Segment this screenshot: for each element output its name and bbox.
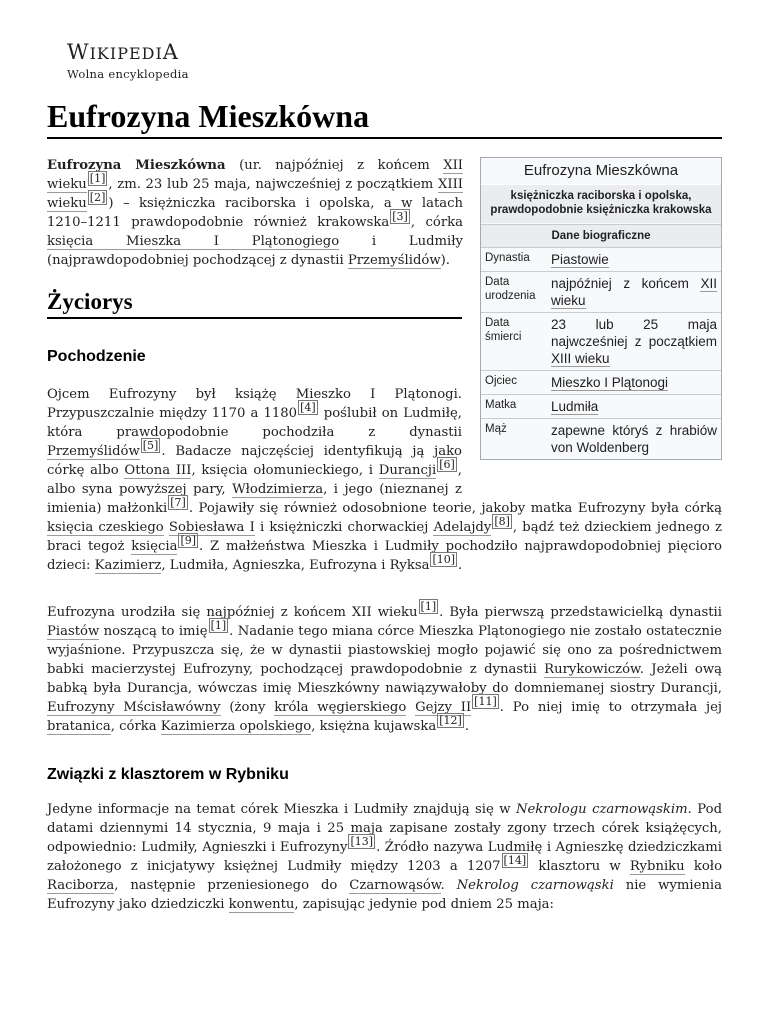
infobox-key: Mąż (481, 419, 547, 460)
link-matka[interactable]: Ludmiła (551, 399, 599, 414)
link-ojciec[interactable]: Mieszko I Plątonogi (551, 375, 669, 390)
link-kazimierz-opolski[interactable]: Kazimierza opolskiego (160, 719, 312, 734)
link-bratanica[interactable]: bratanica (47, 719, 111, 734)
logo-wordmark: WIKIPEDIA (67, 40, 179, 64)
link-eufrozyna-msciclawowna[interactable]: Eufrozyny Mścisławówny (47, 700, 221, 715)
link-mieszko[interactable]: księcia Mieszka I Plątonogiego (47, 234, 340, 249)
logo-tagline: Wolna encyklopedia (67, 67, 189, 81)
ref-3[interactable]: [3] (392, 210, 408, 223)
link-kazimierz[interactable]: Kazimierz (94, 558, 162, 573)
link-sobieslaw[interactable]: Sobiesława I (168, 520, 255, 535)
infobox-title: Eufrozyna Mieszkówna (481, 158, 721, 185)
link-przemyslidow[interactable]: Przemyślidów (347, 253, 441, 268)
link-wlodzimierz[interactable]: Włodzimierza (232, 482, 324, 497)
ref-6[interactable]: [6] (439, 458, 455, 471)
ref-14[interactable]: [14] (503, 854, 527, 867)
ref-1[interactable]: [1] (210, 619, 227, 632)
ref-8[interactable]: [8] (494, 515, 510, 528)
link-xiii-wieku[interactable]: XIII wieku (551, 351, 610, 366)
paragraph-pochodzenie: Ojcem Eufrozyny był książę Mieszko I Plątonogi. Przypuszczalnie między 1170 a 1180 [4] poślubił on Ludmiłę, która prawdopodobnie pochodziła z dynastii Przemyślidów [5] . Badacze najczęściej identyfikują ją jako córkę albo Ottona III, księcia ołomunieckiego, i Durancji [6] , albo syna powyższej pary, Włodzimierza, i jego (nieznanej z imienia) małżonki [7] . Pojawiły się również odosobnione teorie, jakoby matka Eufrozyny była córką księcia czeskiego Sobiesława I i księżniczki chorwackiej Adelajdy [8] , bądź też dzieckiem jednego z braci tegoż księcia [9] . Z małżeństwa Mieszka i Ludmiły pochodziło najprawdopodobniej pięcioro dzieci: Kazimierz, Ludmiła, Agnieszka, Eufrozyna i Ryksa [10] . (47, 387, 722, 573)
subsection-heading-pochodzenie: Pochodzenie (47, 348, 146, 365)
link-przemyslidow[interactable]: Przemyślidów (47, 444, 140, 459)
infobox-key: Data śmierci (481, 313, 547, 371)
page-title: Eufrozyna Mieszkówna (47, 98, 370, 134)
link-xiii-wieku[interactable]: XIII wieku (47, 177, 463, 211)
paragraph-imie: Eufrozyna urodziła się najpóźniej z końcem XII wieku [1] . Była pierwszą przedstawicielką dynastii Piastów noszącą to imię [1] . Nadanie tego miana córce Mieszka Plątonogiego nie zostało ostatecznie wyjaśnione. Przypuszcza się, że w dynastii piastowskiej mogło pojawić się ono za pośrednictwem babki macierzystej Eufrozyny, pochodzącej prawdopodobnie z dynastii Rurykowiczów. Jeżeli ową babką była Durancja, wówczas imię Mieszkówny nawiązywałoby do domniemanej siostry Durancji, Eufrozyny Mścisławówny (żony króla węgierskiego Gejzy II [11] . Po niej imię to otrzymała jej bratanica, córka Kazimierza opolskiego, księżna kujawska [12] . (47, 600, 723, 734)
intro-paragraph: Eufrozyna Mieszkówna (ur. najpóźniej z końcem XII wieku [1] , zm. 23 lub 25 maja, najwcześniej z początkiem XIII wieku [2] ) – księżniczka raciborska i opolska, a w latach 1210–1211 prawdopodobnie również krakowska [3] , córka księcia Mieszka I Plątonogiego i Ludmiły (najprawdopodobniej pochodzącej z dynastii Przemyślidów). (47, 158, 464, 268)
ref-4[interactable]: [4] (300, 401, 316, 414)
ref-11[interactable]: [11] (474, 695, 497, 708)
link-ksiecia[interactable]: księcia (131, 539, 178, 554)
infobox-key: Data urodzenia (481, 272, 547, 313)
link-konwent[interactable]: konwentu (228, 897, 295, 912)
link-piastowie[interactable]: Piastowie (551, 252, 609, 267)
link-otto[interactable]: Ottona III (124, 463, 192, 478)
link-ksiecia-czeskiego[interactable]: księcia czeskiego (47, 520, 164, 535)
link-raciborz[interactable]: Raciborza (47, 878, 115, 893)
subsection-heading-zwiazki: Związki z klasztorem w Rybniku (47, 766, 289, 783)
infobox-row: Data śmierci 23 lub 25 maja najwcześniej z początkiem XIII wieku (481, 313, 721, 371)
infobox-section-header: Dane biograficzne (481, 224, 721, 247)
ref-2[interactable]: [2] (89, 191, 106, 204)
infobox-subtitle: księżniczka raciborska i opolska, prawdopodobnie księżniczka krakowska (481, 185, 721, 223)
ref-1[interactable]: [1] (420, 600, 437, 613)
infobox-key: Matka (481, 395, 547, 419)
paragraph-zwiazki: Jedyne informacje na temat córek Mieszka i Ludmiły znajdują się w Nekrologu czarnowąskim. Pod datami dziennymi 14 stycznia, 9 maja i 25 maja zapisane zostały zgony trzech córek książęcych, odpowiednio: Ludmiły, Agnieszki i Eufrozyny [13] . Źródło nazywa Ludmiłę i Agnieszkę dziedziczkami założonego z inicjatywy księżnej Ludmiły między 1203 a 1207 [14] klasztoru w Rybniku koło Raciborza, następnie przeniesionego do Czarnowąsów. Nekrolog czarnowąski nie wymienia Eufrozyny jako dziedziczki konwentu, zapisując jedynie pod dniem 25 maja: (47, 802, 723, 912)
ref-9[interactable]: [9] (180, 534, 197, 547)
infobox-value: zapewne któryś z hrabiów von Woldenberg (547, 419, 721, 460)
infobox-row: Data urodzenia najpóźniej z końcem XII wieku (481, 272, 721, 313)
title-divider (47, 137, 722, 139)
infobox-key: Ojciec (481, 371, 547, 395)
ref-5[interactable]: [5] (142, 439, 159, 452)
link-xii-wieku[interactable]: XII wieku (47, 158, 464, 192)
ref-13[interactable]: [13] (350, 835, 374, 848)
section-divider (47, 317, 462, 319)
link-durancja[interactable]: Durancji (378, 463, 437, 478)
ref-1[interactable]: [1] (89, 172, 106, 185)
infobox-key: Dynastia (481, 248, 547, 272)
ref-7[interactable]: [7] (170, 496, 186, 509)
wikipedia-logo[interactable] (67, 40, 189, 81)
link-rurykowiczow[interactable]: Rurykowiczów (544, 662, 640, 677)
link-krola-wegierskiego[interactable]: króla węgierskiego (274, 700, 407, 715)
ref-12[interactable]: [12] (439, 714, 462, 727)
infobox-row (481, 248, 721, 272)
link-piastow[interactable]: Piastów (47, 624, 100, 639)
link-gejza[interactable]: Gejzy II (415, 700, 472, 715)
link-rybnik[interactable]: Rybniku (629, 859, 685, 874)
section-heading-zyciorys: Życiorys (47, 289, 133, 314)
link-czarnowasy[interactable]: Czarnowąsów (349, 878, 441, 893)
link-adelajda[interactable]: Adelajdy (433, 520, 492, 535)
ref-10[interactable]: [10] (432, 553, 456, 566)
link-xii-wieku[interactable]: XII wieku (551, 276, 717, 308)
